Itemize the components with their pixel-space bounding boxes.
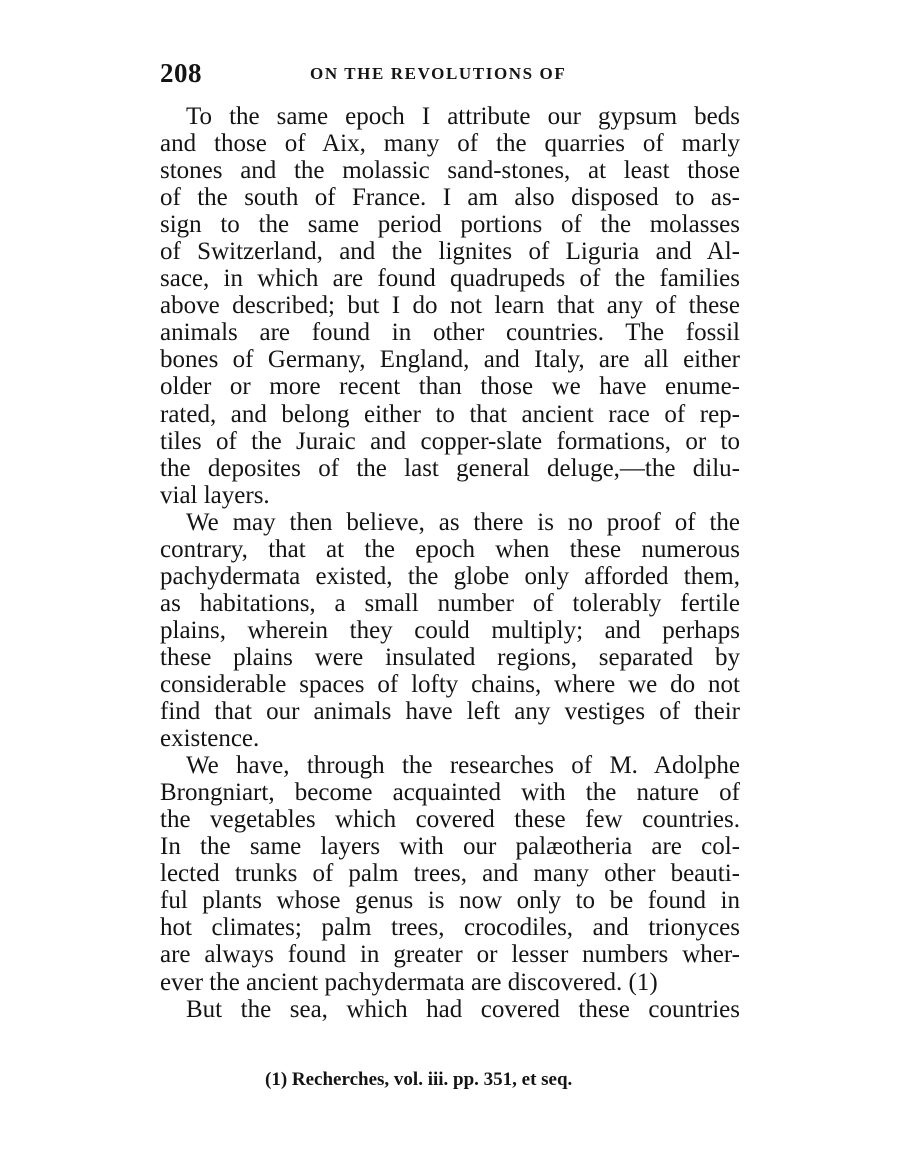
text-line: We have, through the researches of M. Adolphe <box>186 752 740 780</box>
text-line: considerable spaces of lofty chains, where we do not <box>160 670 740 698</box>
text-line: In the same layers with our palæotheria are col- <box>160 833 740 861</box>
text-line: rated, and belong either to that ancient race of rep- <box>160 400 740 428</box>
text-line: sace, in which are found quadrupeds of the families <box>160 265 740 293</box>
text-line: as habitations, a small number of tolerably fertile <box>160 589 740 617</box>
text-line: of the south of France. I am also disposed to as- <box>160 184 740 212</box>
text-line: of Switzerland, and the lignites of Liguria and Al- <box>160 238 740 266</box>
text-line: hot climates; palm trees, crocodiles, and trionyces <box>160 914 740 942</box>
text-line: and those of Aix, many of the quarries of marly <box>160 130 740 158</box>
page-number: 208 <box>160 58 202 88</box>
text-line: are always found in greater or lesser numbers wher- <box>160 941 740 969</box>
text-line: Brongniart, become acquainted with the nature of <box>160 779 740 807</box>
text-line: plains, wherein they could multiply; and perhaps <box>160 616 740 644</box>
text-line: tiles of the Juraic and copper-slate formations, or to <box>160 427 740 455</box>
text-line: contrary, that at the epoch when these numerous <box>160 535 740 563</box>
running-title: ON THE REVOLUTIONS OF <box>310 64 567 83</box>
text-line: We may then believe, as there is no proof of the <box>186 508 740 536</box>
footnote: (1) Recherches, vol. iii. pp. 351, et seq. <box>265 1069 573 1090</box>
text-line: To the same epoch I attribute our gypsum beds <box>186 103 740 130</box>
text-line: find that our animals have left any vestiges of their <box>160 698 740 726</box>
text-line: stones and the molassic sand-stones, at least those <box>160 157 740 185</box>
body-text <box>160 103 740 1023</box>
text-line: these plains were insulated regions, separated by <box>160 643 740 671</box>
text-line: ful plants whose genus is now only to be found in <box>160 887 740 915</box>
text-line: lected trunks of palm trees, and many other beauti- <box>160 860 740 888</box>
text-line: But the sea, which had covered these countries <box>186 995 740 1023</box>
text-line: animals are found in other countries. The fossil <box>160 319 740 347</box>
text-line: existence. <box>160 725 260 753</box>
text-line: pachydermata existed, the globe only afforded them, <box>160 562 740 590</box>
text-line: vial layers. <box>160 481 270 509</box>
text-line: ever the ancient pachydermata are discovered. (1) <box>160 968 658 996</box>
text-line: above described; but I do not learn that any of these <box>160 292 740 320</box>
text-line: older or more recent than those we have enume- <box>160 373 740 401</box>
text-line: bones of Germany, England, and Italy, are all either <box>160 346 740 374</box>
running-head <box>160 58 740 88</box>
text-line: the vegetables which covered these few countries. <box>160 806 740 834</box>
text-line: the deposites of the last general deluge,—the dilu- <box>160 454 740 482</box>
text-line: sign to the same period portions of the molasses <box>160 211 740 239</box>
